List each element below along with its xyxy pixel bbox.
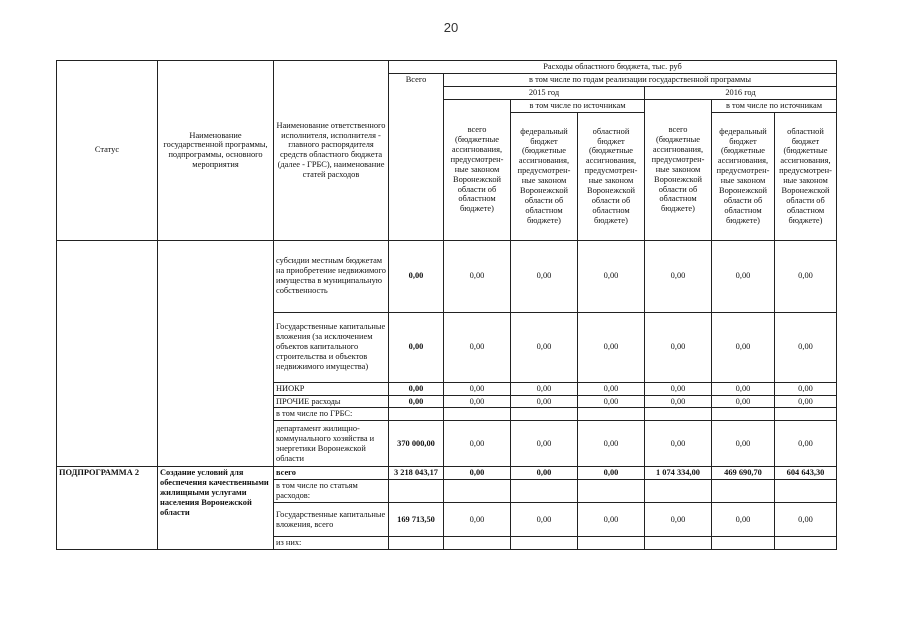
row-value: 0,00 [775, 312, 837, 382]
row-value [775, 408, 837, 421]
row-value [444, 408, 511, 421]
row-value [712, 480, 775, 503]
header-2016-by-sources: в том числе по источникам [712, 99, 837, 112]
row-value: 0,00 [712, 382, 775, 395]
row-name: всего [274, 467, 389, 480]
header-2016-all: всего (бюджетные ассигнования, предусмотрен-ные законом Воронежской области об областном бюджете) [645, 99, 712, 240]
row-value: 0,00 [775, 240, 837, 312]
row-value: 0,00 [511, 240, 578, 312]
row-value: 0,00 [578, 382, 645, 395]
row-value: 0,00 [645, 395, 712, 408]
header-2015-regional: областной бюджет (бюджетные ассигнования, предусмотрен-ные законом Воронежской области об областном бюджете) [578, 112, 645, 240]
row-value: 0,00 [578, 240, 645, 312]
row-value [712, 537, 775, 550]
row-value: 0,00 [511, 382, 578, 395]
row-name: Государственные капитальные вложения, всего [274, 503, 389, 537]
row-value [444, 537, 511, 550]
row-value: 0,00 [775, 395, 837, 408]
header-by-years: в том числе по годам реализации государственной программы [444, 73, 837, 86]
row-value: 0,00 [712, 421, 775, 467]
header-expenses: Расходы областного бюджета, тыс. руб [389, 61, 837, 74]
row-value: 0,00 [578, 395, 645, 408]
row-value: 0,00 [712, 240, 775, 312]
header-program-name: Наименование государственной программы, подпрограммы, основного мероприятия [158, 61, 274, 241]
header-2016-regional: областной бюджет (бюджетные ассигнования, предусмотрен-ные законом Воронежской области об областном бюджете) [775, 112, 837, 240]
budget-table [56, 60, 837, 550]
row-value: 1 074 334,00 [645, 467, 712, 480]
row-value: 0,00 [578, 312, 645, 382]
header-year-2015: 2015 год [444, 86, 645, 99]
row-value: 0,00 [511, 395, 578, 408]
row-value [712, 408, 775, 421]
row-value-total [389, 408, 444, 421]
row-value: 0,00 [712, 312, 775, 382]
row-name: департамент жилищно-коммунального хозяйства и энергетики Воронежской области [274, 421, 389, 467]
header-2015-federal: федеральный бюджет (бюджетные ассигнования, предусмотрен-ные законом Воронежской области об областном бюджете) [511, 112, 578, 240]
row-value: 0,00 [444, 240, 511, 312]
row-name: в том числе по ГРБС: [274, 408, 389, 421]
row-name: ПРОЧИЕ расходы [274, 395, 389, 408]
row-value: 469 690,70 [712, 467, 775, 480]
row-value [511, 480, 578, 503]
row-value: 0,00 [444, 421, 511, 467]
row-value: 0,00 [578, 421, 645, 467]
row-value-total: 3 218 043,17 [389, 467, 444, 480]
row-name: из них: [274, 537, 389, 550]
row-value: 0,00 [444, 312, 511, 382]
row-value: 0,00 [645, 240, 712, 312]
row-value [578, 537, 645, 550]
row-value [511, 537, 578, 550]
row-value [645, 480, 712, 503]
program-cell [158, 240, 274, 467]
row-value: 0,00 [775, 503, 837, 537]
header-2016-federal: федеральный бюджет (бюджетные ассигнования, предусмотрен-ные законом Воронежской области об областном бюджете) [712, 112, 775, 240]
row-value: 0,00 [645, 421, 712, 467]
row-value: 0,00 [511, 421, 578, 467]
row-value: 0,00 [645, 503, 712, 537]
row-value [578, 408, 645, 421]
row-value: 0,00 [511, 312, 578, 382]
header-total: Всего [389, 73, 444, 240]
row-value: 0,00 [775, 382, 837, 395]
row-value: 0,00 [775, 421, 837, 467]
row-name: субсидии местным бюджетам на приобретение недвижимого имущества в муниципальную собственность [274, 240, 389, 312]
subprogram-status: ПОДПРОГРАММА 2 [57, 467, 158, 550]
row-value: 0,00 [645, 382, 712, 395]
status-cell [57, 240, 158, 467]
row-value-total: 370 000,00 [389, 421, 444, 467]
row-value: 0,00 [645, 312, 712, 382]
header-status: Статус [57, 61, 158, 241]
row-value: 0,00 [444, 395, 511, 408]
header-responsible: Наименование ответственного исполнителя, исполнителя - главного распорядителя средств областного бюджета (далее - ГРБС), наименование статей расходов [274, 61, 389, 241]
row-value [645, 537, 712, 550]
row-value-total: 0,00 [389, 240, 444, 312]
row-value: 0,00 [444, 382, 511, 395]
row-value: 0,00 [712, 395, 775, 408]
header-year-2016: 2016 год [645, 86, 837, 99]
row-value-total: 0,00 [389, 395, 444, 408]
row-value-total [389, 537, 444, 550]
row-value: 0,00 [444, 467, 511, 480]
row-value: 0,00 [511, 503, 578, 537]
page-number: 20 [443, 20, 459, 35]
row-value: 0,00 [511, 467, 578, 480]
row-value [444, 480, 511, 503]
row-value-total: 169 713,50 [389, 503, 444, 537]
row-value: 0,00 [712, 503, 775, 537]
row-name: Государственные капитальные вложения (за исключением объектов капитального строительства и объектов недвижимого имущества) [274, 312, 389, 382]
row-name: в том числе по статьям расходов: [274, 480, 389, 503]
row-name: НИОКР [274, 382, 389, 395]
row-value [511, 408, 578, 421]
subprogram-name: Создание условий для обеспечения качественными жилищными услугами населения Воронежской области [158, 467, 274, 550]
row-value: 0,00 [578, 503, 645, 537]
row-value [775, 537, 837, 550]
row-value [578, 480, 645, 503]
row-value: 604 643,30 [775, 467, 837, 480]
header-2015-all: всего (бюджетные ассигнования, предусмотрен-ные законом Воронежской области об областном бюджете) [444, 99, 511, 240]
row-value: 0,00 [578, 467, 645, 480]
header-2015-by-sources: в том числе по источникам [511, 99, 645, 112]
row-value [645, 408, 712, 421]
row-value [775, 480, 837, 503]
row-value-total [389, 480, 444, 503]
row-value-total: 0,00 [389, 312, 444, 382]
row-value-total: 0,00 [389, 382, 444, 395]
row-value: 0,00 [444, 503, 511, 537]
